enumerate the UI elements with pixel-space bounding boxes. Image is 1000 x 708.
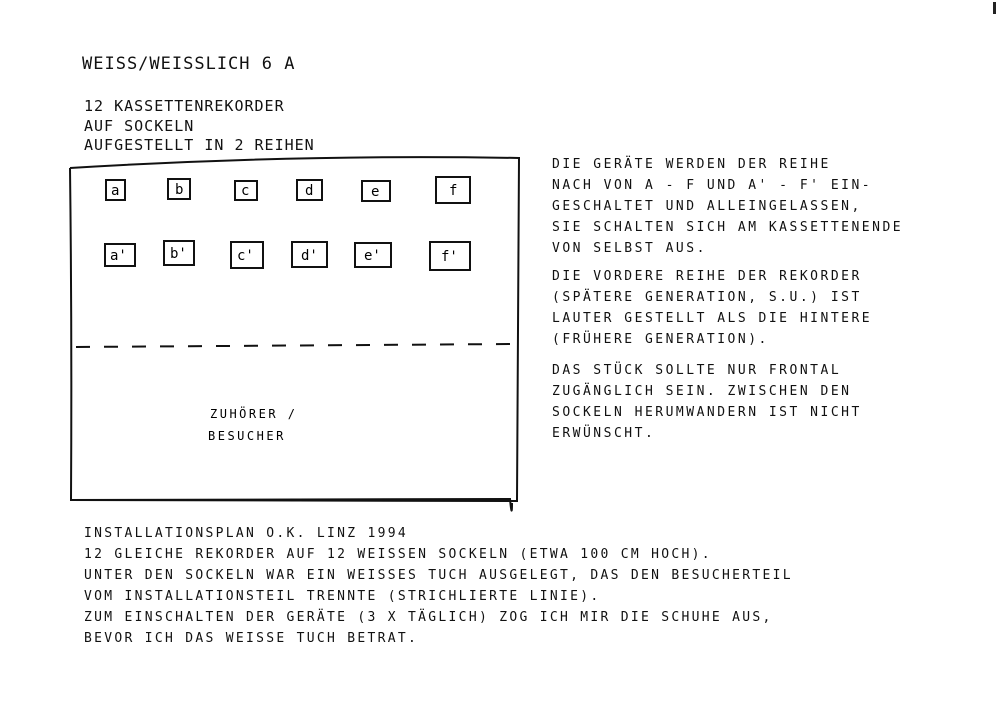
recorder-label-f-prime: f' <box>441 249 458 265</box>
footer-line-6: BEVOR ICH DAS WEISSE TUCH BETRAT. <box>84 631 419 646</box>
footer-text <box>84 523 793 649</box>
recorder-label-c-prime: c' <box>237 248 254 264</box>
footer-line-5: ZUM EINSCHALTEN DER GERÄTE (3 X TÄGLICH) ZOG ICH MIR DIE SCHUHE AUS, <box>84 610 773 625</box>
front-row <box>106 177 470 203</box>
recorder-label-b-prime: b' <box>170 246 187 262</box>
note-3-line-1: DAS STÜCK SOLLTE NUR FRONTAL <box>552 363 842 378</box>
note-3-line-4: ERWÜNSCHT. <box>552 426 656 441</box>
cloth-boundary-dashed-line <box>76 344 512 347</box>
note-2-line-1: DIE VORDERE REIHE DER REKORDER <box>552 269 862 284</box>
note-block-2 <box>552 266 872 350</box>
note-block-1 <box>552 154 903 259</box>
recorder-label-c: c <box>241 183 250 199</box>
note-2-line-3: LAUTER GESTELLT ALS DIE HINTERE <box>552 311 873 326</box>
footer-line-1: INSTALLATIONSPLAN O.K. LINZ 1994 <box>84 526 409 541</box>
recorder-label-f: f <box>449 183 458 199</box>
note-1-line-5: VON SELBST AUS. <box>552 241 707 256</box>
recorder-label-a: a <box>111 183 120 199</box>
audience-label-line-1: ZUHÖRER / <box>210 407 298 421</box>
header-line-3: AUFGESTELLT IN 2 REIHEN <box>84 136 315 154</box>
note-3-line-3: SOCKELN HERUMWANDERN IST NICHT <box>552 405 862 420</box>
header-line-1: 12 KASSETTENREKORDER <box>84 97 285 115</box>
note-1-line-2: NACH VON A - F UND A' - F' EIN- <box>552 178 873 193</box>
recorder-label-e-prime: e' <box>364 248 381 264</box>
recorder-label-a-prime: a' <box>110 248 127 264</box>
note-3-line-2: ZUGÄNGLICH SEIN. ZWISCHEN DEN <box>552 384 852 399</box>
note-1-line-3: GESCHALTET UND ALLEINGELASSEN, <box>552 199 862 214</box>
note-2-line-4: (FRÜHERE GENERATION). <box>552 332 769 347</box>
room-outline <box>70 157 519 510</box>
recorder-label-b: b <box>175 182 184 198</box>
recorder-label-d: d <box>305 183 314 199</box>
footer-line-3: UNTER DEN SOCKELN WAR EIN WEISSES TUCH AUSGELEGT, DAS DEN BESUCHERTEIL <box>84 568 793 583</box>
footer-line-4: VOM INSTALLATIONSTEIL TRENNTE (STRICHLIERTE LINIE). <box>84 589 601 604</box>
page-title: WEISS/WEISSLICH 6 A <box>82 54 296 74</box>
footer-line-2: 12 GLEICHE REKORDER AUF 12 WEISSEN SOCKELN (ETWA 100 CM HOCH). <box>84 547 712 562</box>
note-block-3 <box>552 360 862 444</box>
audience-label-line-2: BESUCHER <box>208 429 286 443</box>
header-line-2: AUF SOCKELN <box>84 117 195 135</box>
recorder-label-d-prime: d' <box>301 248 318 264</box>
recorder-label-e: e <box>371 184 380 200</box>
note-2-line-2: (SPÄTERE GENERATION, S.U.) IST <box>552 290 862 305</box>
back-row <box>105 241 470 270</box>
note-1-line-1: DIE GERÄTE WERDEN DER REIHE <box>552 157 831 172</box>
note-1-line-4: SIE SCHALTEN SICH AM KASSETTENENDE <box>552 220 904 235</box>
